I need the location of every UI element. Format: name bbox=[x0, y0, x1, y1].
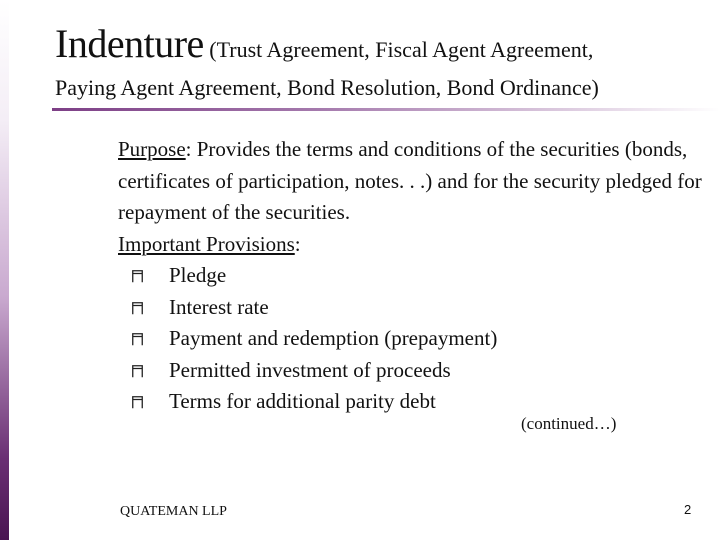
slide-title bbox=[55, 21, 594, 66]
purpose-text: : Provides the terms and conditions of the securities (bonds, certificates of participation, notes. . .) and for the security pledged for repayment of the securities. bbox=[118, 137, 702, 224]
square-bullet-icon bbox=[132, 333, 143, 346]
provision-item bbox=[132, 386, 708, 418]
provision-text: Permitted investment of proceeds bbox=[169, 357, 451, 382]
title-main: Indenture bbox=[55, 21, 204, 66]
square-bullet-icon bbox=[132, 365, 143, 378]
slide-body bbox=[118, 134, 708, 418]
title-subtitle-part2: Paying Agent Agreement, Bond Resolution, Bond Ordinance) bbox=[55, 75, 599, 100]
title-subtitle-part1: (Trust Agreement, Fiscal Agent Agreement, bbox=[203, 37, 594, 62]
provision-item bbox=[132, 355, 708, 387]
provisions-list bbox=[118, 260, 708, 418]
provision-item bbox=[132, 292, 708, 324]
provision-item bbox=[132, 323, 708, 355]
provision-text: Interest rate bbox=[169, 294, 269, 319]
provisions-heading bbox=[118, 229, 708, 261]
purpose-label: Purpose bbox=[118, 137, 186, 161]
provisions-label: Important Provisions bbox=[118, 231, 295, 256]
sidebar-gradient-bar bbox=[0, 0, 9, 540]
provision-text: Payment and redemption (prepayment) bbox=[169, 326, 498, 350]
provision-text: Pledge bbox=[169, 263, 227, 287]
square-bullet-icon bbox=[132, 396, 143, 409]
provisions-colon: : bbox=[294, 231, 301, 256]
title-divider bbox=[52, 108, 720, 111]
purpose-paragraph bbox=[118, 134, 708, 229]
page-number: 2 bbox=[684, 502, 692, 517]
continued-note: (continued…) bbox=[521, 414, 617, 433]
footer-firm-name: QUATEMAN LLP bbox=[120, 504, 227, 519]
provision-text: Terms for additional parity debt bbox=[169, 389, 436, 413]
provision-item bbox=[132, 260, 708, 292]
square-bullet-icon bbox=[132, 302, 143, 315]
square-bullet-icon bbox=[132, 270, 143, 283]
